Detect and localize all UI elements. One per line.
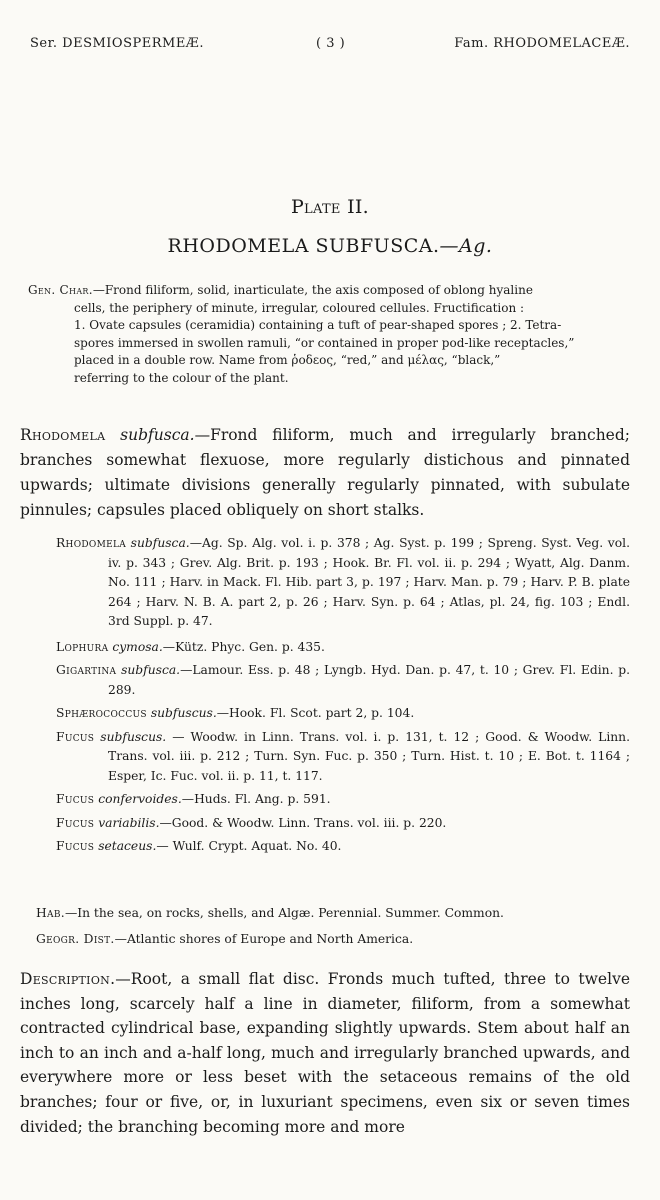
running-header-series: Ser. DESMIOSPERMEÆ. (30, 36, 204, 51)
epithet: subfusca. (120, 426, 195, 444)
specific-character-text: —Frond filiform, much and irregularly branched; branches somewhat flexuose, more regularly distichous and pinnated upwards; ultimate divisions generally regularly pinnated, with subulate pinnules; capsules placed obliquely on short stalks. (20, 426, 630, 519)
description (20, 967, 630, 1139)
habitat-label: Hab. (36, 906, 65, 920)
gen-char-line: referring to the colour of the plant. (74, 370, 289, 385)
species-name: RHODOMELA SUBFUSCA. (167, 235, 440, 257)
generic-character (28, 282, 632, 387)
synonym-entry: Rhodomela subfusca.—Ag. Sp. Alg. vol. i. p. 378 ; Ag. Syst. p. 199 ; Spreng. Syst. Veg. vol. iv. p. 343 ; Grev. Alg. Brit. p. 193 ; Hook. Br. Fl. vol. ii. p. 294 ; Wyatt, Alg. Danm. No. 111 ; Harv. in Mack. Fl. Hib. part 3, p. 197 ; Harv. Man. p. 79 ; Harv. P. B. plate 264 ; Harv. N. B. A. part 2, p. 26 ; Harv. Syn. p. 64 ; Atlas, pl. 24, fig. 103 ; Endl. 3rd Suppl. p. 47. (56, 536, 630, 628)
description-label: Description. (20, 970, 116, 988)
synonym-entry: Fucus setaceus.— Wulf. Crypt. Aquat. No. 40. (56, 839, 342, 853)
species-author: —Ag. (439, 235, 493, 257)
synonym-entry: Fucus confervoides.—Huds. Fl. Ang. p. 591. (56, 792, 331, 806)
gen-char-line: Gen. Char.—Frond filiform, solid, inarticulate, the axis composed of oblong hyaline (28, 283, 533, 297)
gen-char-label: Gen. Char. (28, 283, 93, 297)
page-number: ( 3 ) (316, 36, 346, 51)
habitat-text: —In the sea, on rocks, shells, and Algæ. Perennial. Summer. Common. (64, 906, 504, 920)
species-heading (0, 235, 660, 257)
genus-name: Rhodomela (20, 426, 106, 444)
synonym-entry: Fucus subfuscus. — Woodw. in Linn. Trans. vol. i. p. 131, t. 12 ; Good. & Woodw. Linn. Trans. vol. iii. p. 212 ; Turn. Syn. Fuc. p. 350 ; Turn. Hist. t. 10 ; E. Bot. t. 1164 ; Esper, Ic. Fuc. vol. ii. p. 11, t. 117. (56, 729, 630, 783)
gen-char-line: placed in a double row. Name from ῥοδεος, “red,” and μέλας, “black,” (74, 353, 501, 367)
gen-char-line: spores immersed in swollen ramuli, “or contained in proper pod-like receptacles,” (74, 335, 575, 350)
synonym-entry: Fucus variabilis.—Good. & Woodw. Linn. Trans. vol. iii. p. 220. (56, 815, 447, 830)
geographic-distribution (36, 928, 636, 950)
geographic-label: Geogr. Dist. (36, 932, 115, 946)
gen-char-line: 1. Ovate capsules (ceramidia) containing a tuft of pear-shaped spores ; 2. Tetra- (74, 318, 562, 332)
description-text: —Root, a small flat disc. Fronds much tufted, three to twelve inches long, scarcely half a line in diameter, filiform, from a somewhat contracted cylindrical base, expanding slightly upwards. Stem about half an inch to an inch and a-half long, much and irregularly branched upwards, and everywhere more or less beset with the setaceous remains of the old branches; four or five, or, in luxuriant specimens, even six or seven times divided; the branching becoming more and more (20, 970, 630, 1136)
specific-character (20, 423, 630, 523)
running-header-family: Fam. RHODOMELACEÆ. (454, 36, 630, 51)
plate-title: Plate II. (290, 196, 370, 218)
synonymy-list (56, 534, 630, 861)
synonym-entry: Lophura cymosa.—Kütz. Phyc. Gen. p. 435. (56, 639, 325, 654)
synonym-entry: Gigartina subfusca.—Lamour. Ess. p. 48 ; Lyngb. Hyd. Dan. p. 47, t. 10 ; Grev. Fl. Edin. p. 289. (56, 663, 630, 697)
synonym-entry: Sphærococcus subfuscus.—Hook. Fl. Scot. part 2, p. 104. (56, 706, 415, 720)
geographic-text: —Atlantic shores of Europe and North America. (114, 932, 414, 946)
habitat (36, 902, 636, 924)
gen-char-line: cells, the periphery of minute, irregular, coloured cellules. Fructification : (74, 300, 525, 315)
